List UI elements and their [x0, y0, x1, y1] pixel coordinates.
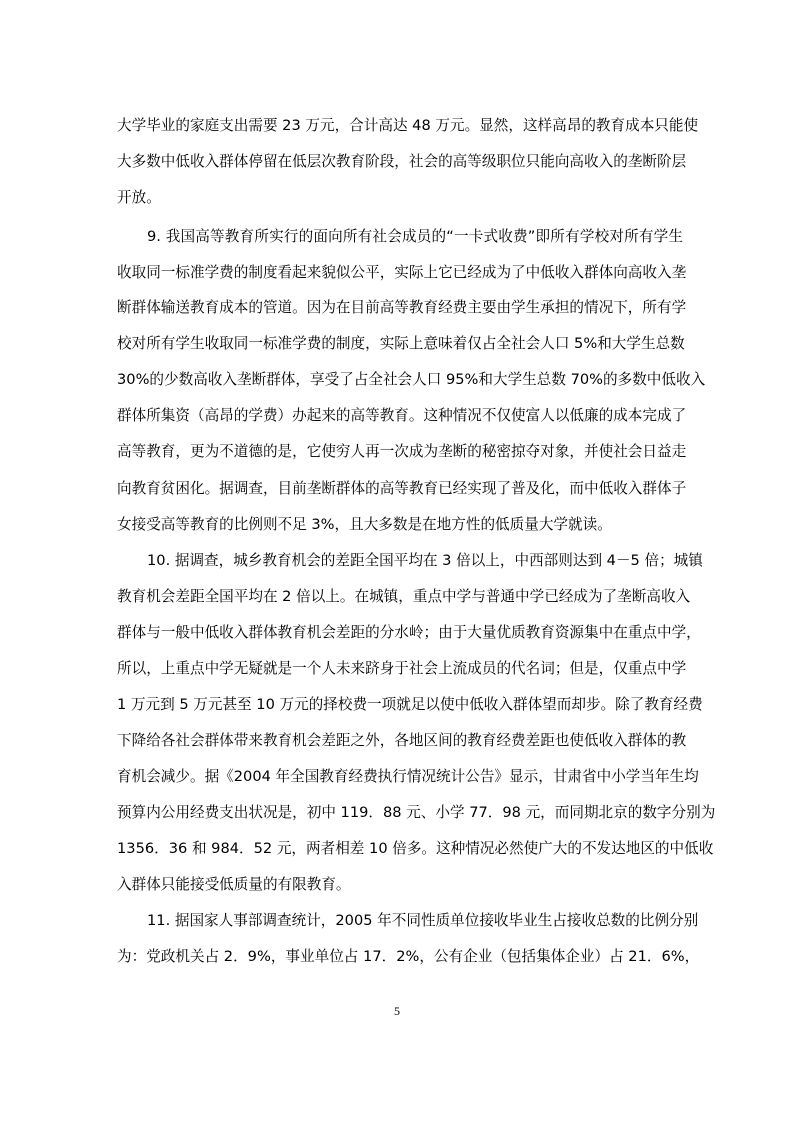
text-line: 1356．36 和 984．52 元，两者相差 10 倍多。这种情况必然使广大的不发达地区的中低收	[117, 840, 714, 857]
text-line: 育机会减少。据《2004 年全国教育经费执行情况统计公告》显示，甘肃省中小学当年生均	[117, 768, 699, 785]
text-line: 群体所集资（高昂的学费）办起来的高等教育。这种情况不仅使富人以低廉的成本完成了	[117, 407, 687, 424]
text-line: 断群体输送教育成本的管道。因为在目前高等教育经费主要由学生承担的情况下，所有学	[117, 299, 687, 316]
text-line: 11. 据国家人事部调查统计，2005 年不同性质单位接收毕业生占接收总数的比例分别	[147, 912, 699, 929]
text-line: 向教育贫困化。据调查，目前垄断群体的高等教育已经实现了普及化，而中低收入群体子	[117, 480, 687, 497]
text-line: 开放。	[117, 189, 161, 206]
text-line: 入群体只能接受低质量的有限教育。	[117, 876, 351, 893]
text-line: 高等教育，更为不道德的是，它使穷人再一次成为垄断的秘密掠夺对象，并使社会日益走	[117, 443, 687, 460]
text-line: 群体与一般中低收入群体教育机会差距的分水岭；由于大量优质教育资源集中在重点中学，	[117, 624, 701, 641]
text-line: 为：党政机关占 2．9%，事业单位占 17．2%，公有企业（包括集体企业）占 21．6%，	[117, 948, 700, 965]
text-line: 下降给各社会群体带来教育机会差距之外，各地区间的教育经费差距也使低收入群体的教	[117, 732, 687, 749]
text-line: 所以，上重点中学无疑就是一个人未来跻身于社会上流成员的代名词；但是，仅重点中学	[117, 660, 687, 677]
text-line: 大多数中低收入群体停留在低层次教育阶段，社会的高等级职位只能向高收入的垄断阶层	[117, 153, 687, 170]
text-line: 教育机会差距全国平均在 2 倍以上。在城镇，重点中学与普通中学已经成为了垄断高收入	[117, 588, 691, 605]
text-line: 30%的少数高收入垄断群体，享受了占全社会人口 95%和大学生总数 70%的多数中低收入	[117, 371, 706, 388]
text-line: 预算内公用经费支出状况是，初中 119．88 元、小学 77．98 元，而同期北京的数字分别为	[117, 804, 716, 821]
text-line: 10. 据调查，城乡教育机会的差距全国平均在 3 倍以上，中西部则达到 4－5 倍；城镇	[147, 552, 703, 569]
text-line: 1 万元到 5 万元甚至 10 万元的择校费一项就足以使中低收入群体望而却步。除了教育经费	[117, 696, 703, 713]
text-line: 女接受高等教育的比例则不足 3%，且大多数是在地方性的低质量大学就读。	[117, 516, 612, 533]
text-line: 收取同一标准学费的制度看起来貌似公平，实际上它已经成为了中低收入群体向高收入垄	[117, 264, 687, 281]
text-line: 校对所有学生收取同一标准学费的制度，实际上意味着仅占全社会人口 5%和大学生总数	[117, 335, 685, 352]
text-line: 大学毕业的家庭支出需要 23 万元，合计高达 48 万元。显然，这样高昂的教育成本只能使	[117, 117, 699, 134]
text-line: 9. 我国高等教育所实行的面向所有社会成员的“一卡式收费”即所有学校对所有学生	[147, 228, 683, 245]
page-number: 5	[394, 1004, 400, 1018]
